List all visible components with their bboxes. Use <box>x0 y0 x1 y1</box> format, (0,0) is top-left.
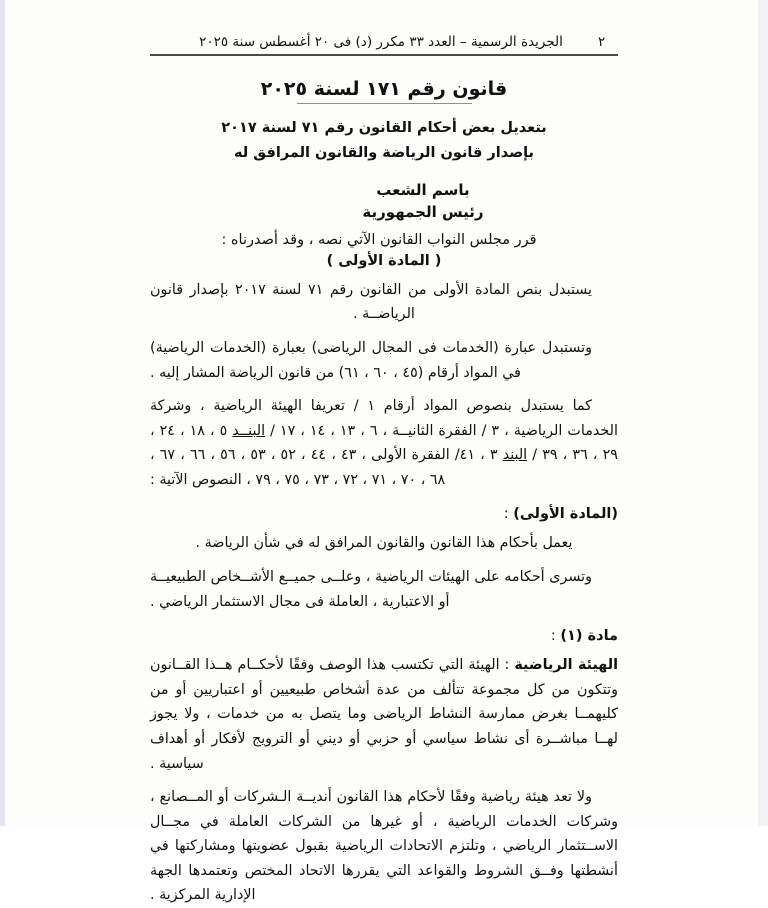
definition-body-sports-entity: : الهيئة التي تكتسب هذا الوصف وفقًا لأحكــام هــذا القــانون وتتكون من كل مجموعة تتألف من عدة أشخاص طبيعيين أو اعتباريين أو من كليهمــا بغرض ممارسة النشاط الرياضى وما يتصل به من خدمات ، ولا يجوز لهــا مباشــرة أى نشاط سياسي أو حزبي أو ديني أو الترويج لأفكار أو أهداف سياسية . <box>150 657 618 772</box>
section-heading-article-one-colon: : <box>503 506 514 523</box>
paragraph-enforcement: يعمل بأحكام هذا القانون والقانون المرافق له في شأن الرياضة . <box>195 535 573 552</box>
law-title: قانون رقم ١٧١ لسنة ٢٠٢٥ <box>260 78 508 100</box>
section-heading-madda-one-colon: : <box>550 628 561 645</box>
preamble-in-name-of-people: باسم الشعب <box>376 181 470 200</box>
paragraph-definition-sports-entity <box>150 653 618 776</box>
decree-statement: قرر مجلس النواب القانون الآتي نصه ، وقد أصدرناه : <box>221 231 537 248</box>
paragraph-exclusions: ولا تعد هيئة رياضية وفقًا لأحكام هذا القانون أنديــة الـشركات أو المــصانع ، وشركات الخدمات الرياضية ، أو غيرها من الشركات العاملة في مجــال الاســتثمار الرياضي ، وتلتزم الاتحادات الرياضية بقبول عضويتها ومشاركتها في أنشطتها وفــق الشروط والقواعد التي يقررها الاتحاد المختص وتعتمدها الجهة الإدارية المركزية . <box>150 789 618 904</box>
page-right-edge-strip <box>758 0 768 826</box>
law-title-underline <box>297 103 472 104</box>
running-head <box>150 28 618 50</box>
article-one-marker-text: ( المادة الأولى ) <box>326 252 442 269</box>
article-list-underlined-item-two: البند <box>502 447 528 464</box>
section-heading-madda-one-label: مادة (١) <box>560 628 618 645</box>
article-one-marker <box>150 253 618 269</box>
section-heading-madda-one <box>150 628 618 644</box>
section-heading-article-one <box>150 506 618 522</box>
page-left-edge-strip <box>0 0 5 826</box>
page-content <box>150 0 618 904</box>
paragraph-scope-of-application: وتسرى أحكامه على الهيئات الرياضية ، وعلــى جميــع الأشــخاص الطبيعيــة أو الاعتبارية ، العاملة فى مجال الاستثمار الرياضي . <box>150 569 592 610</box>
paragraph-article-list <box>150 394 618 492</box>
law-subtitle-first: بتعديل بعض أحكام القانون رقم ٧١ لسنة ٢٠١٧ <box>221 120 547 137</box>
section-heading-article-one-label: (المادة الأولى) <box>513 506 618 523</box>
preamble-block <box>150 180 618 224</box>
article-list-underlined-item-one: البنــد <box>232 422 266 439</box>
article-list-prefix: كما يستبدل بنصوص المواد أرقام ١ / تعريفا الهيئة الرياضية ، وشركة الخدمات الرياضية ، ٣ / الفقرة الثانيــة ، ٦ ، ١٣ ، ١٤ ، ١٧ / <box>150 398 618 439</box>
article-list-middle-one: ٥ ، ١٨ ، ٢٤ ، ٢٩ ، ٣٦ ، ٣٩ / <box>150 422 618 464</box>
preamble-president-of-republic: رئيس الجمهورية <box>362 203 484 222</box>
paragraph-phrase-substitution: وتستبدل عبارة (الخدمات فى المجال الرياضى) بعبارة (الخدمات الرياضية) في المواد أرقام (٤٥ ، ٦٠ ، ٦١) من قانون الرياضة المشار إليه . <box>150 339 592 381</box>
definition-term-sports-entity: الهيئة الرياضية <box>514 657 618 674</box>
header-divider-rule <box>150 54 618 56</box>
paragraph-substitution-article-one: يستبدل بنص المادة الأولى من القانون رقم ٧١ لسنة ٢٠١٧ بإصدار قانون الرياضــة . <box>150 281 592 323</box>
law-subtitle-second: بإصدار قانون الرياضة والقانون المرافق له <box>234 144 534 161</box>
running-head-text: الجريدة الرسمية – العدد ٣٣ مكرر (د) فى ٢٠ أغسطس سنة ٢٠٢٥ <box>199 34 563 50</box>
article-list-middle-two: ٣ ، ٤١/ الفقرة الأولى ، ٤٣ ، ٤٤ ، ٥٢ ، ٥٣ ، ٥٦ ، ٦٦ ، ٦٧ ، ٦٨ ، ٧٠ ، ٧١ ، ٧٢ ، ٧٣ ، ٧٥ ، ٧٩ ، النصوص الآتية : <box>150 447 503 488</box>
page-number: ٢ <box>598 34 606 50</box>
